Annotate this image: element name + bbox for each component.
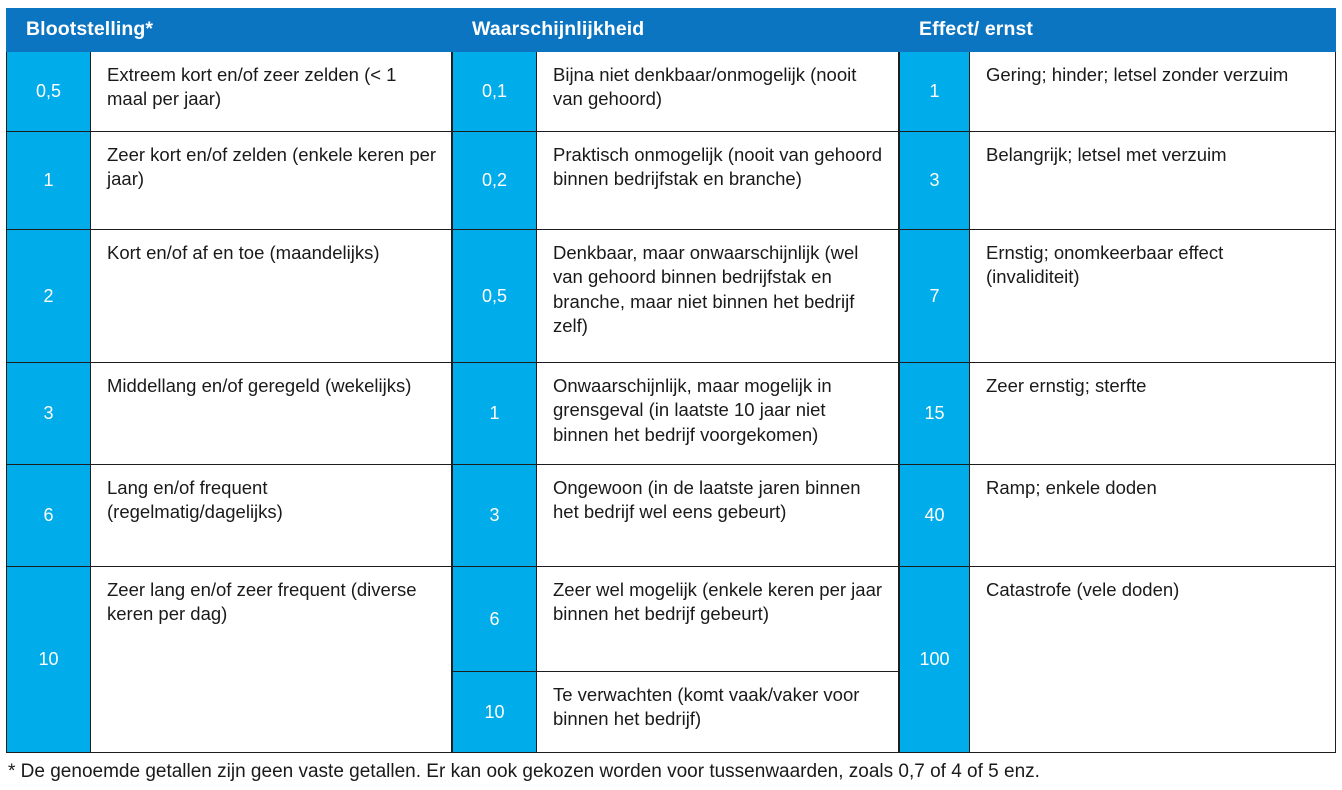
likelihood-value: 10 — [453, 672, 537, 752]
likelihood-value: 6 — [453, 567, 537, 671]
table-row[interactable] — [7, 131, 451, 229]
table-row[interactable] — [900, 229, 1335, 362]
likelihood-description: Denkbaar, maar onwaarschijnlijk (wel van gehoord binnen bedrijfstak en branche, maar niet binnen het bedrijf zelf) — [537, 230, 898, 362]
effect-description: Zeer ernstig; sterfte — [970, 363, 1335, 464]
likelihood-value: 3 — [453, 465, 537, 566]
risk-matrix-table — [6, 8, 1336, 753]
effect-description: Gering; hinder; letsel zonder verzuim — [970, 52, 1335, 131]
effect-description: Ramp; enkele doden — [970, 465, 1335, 566]
table-row[interactable] — [453, 671, 898, 752]
likelihood-description: Ongewoon (in de laatste jaren binnen het bedrijf wel eens gebeurt) — [537, 465, 898, 566]
table-row[interactable] — [900, 362, 1335, 464]
exposure-value: 3 — [7, 363, 91, 464]
likelihood-description: Praktisch onmogelijk (nooit van gehoord binnen bedrijfstak en branche) — [537, 132, 898, 229]
effect-value: 1 — [900, 52, 970, 131]
exposure-value: 10 — [7, 567, 91, 752]
table-row[interactable] — [900, 131, 1335, 229]
table-row[interactable] — [7, 52, 451, 131]
table-row[interactable] — [453, 131, 898, 229]
likelihood-value: 0,2 — [453, 132, 537, 229]
exposure-value: 1 — [7, 132, 91, 229]
effect-description: Catastrofe (vele doden) — [970, 567, 1335, 752]
column-exposure — [6, 8, 452, 753]
column-header-effect: Effect/ ernst — [899, 8, 1336, 52]
effect-description: Ernstig; onomkeerbaar effect (invaliditeit) — [970, 230, 1335, 362]
exposure-description: Middellang en/of geregeld (wekelijks) — [91, 363, 451, 464]
likelihood-value: 0,5 — [453, 230, 537, 362]
table-row[interactable] — [900, 52, 1335, 131]
exposure-description: Extreem kort en/of zeer zelden (< 1 maal per jaar) — [91, 52, 451, 131]
column-likelihood — [452, 8, 899, 753]
table-row[interactable] — [453, 464, 898, 566]
exposure-value: 6 — [7, 465, 91, 566]
column-header-likelihood: Waarschijnlijkheid — [452, 8, 899, 52]
exposure-description: Zeer kort en/of zelden (enkele keren per jaar) — [91, 132, 451, 229]
effect-rows — [899, 52, 1336, 753]
likelihood-description: Onwaarschijnlijk, maar mogelijk in grensgeval (in laatste 10 jaar niet binnen het bedrijf voorgekomen) — [537, 363, 898, 464]
exposure-value: 0,5 — [7, 52, 91, 131]
likelihood-value: 1 — [453, 363, 537, 464]
exposure-description: Lang en/of frequent (regelmatig/dagelijks) — [91, 465, 451, 566]
footnote-text: * De genoemde getallen zijn geen vaste getallen. Er kan ook gekozen worden voor tussenwaarden, zoals 0,7 of 4 of 5 enz. — [8, 761, 1040, 783]
likelihood-description: Te verwachten (komt vaak/vaker voor binnen het bedrijf) — [537, 672, 898, 752]
effect-value: 3 — [900, 132, 970, 229]
column-effect — [899, 8, 1336, 753]
table-row[interactable] — [7, 362, 451, 464]
table-row[interactable] — [7, 566, 451, 752]
table-row[interactable] — [7, 229, 451, 362]
table-row[interactable] — [453, 52, 898, 131]
exposure-rows — [6, 52, 452, 753]
table-row[interactable] — [453, 566, 898, 671]
table-row[interactable] — [7, 464, 451, 566]
table-row[interactable] — [453, 229, 898, 362]
likelihood-description: Bijna niet denkbaar/onmogelijk (nooit van gehoord) — [537, 52, 898, 131]
likelihood-value: 0,1 — [453, 52, 537, 131]
effect-value: 40 — [900, 465, 970, 566]
exposure-description: Kort en/of af en toe (maandelijks) — [91, 230, 451, 362]
effect-value: 7 — [900, 230, 970, 362]
effect-value: 15 — [900, 363, 970, 464]
exposure-value: 2 — [7, 230, 91, 362]
exposure-description: Zeer lang en/of zeer frequent (diverse keren per dag) — [91, 567, 451, 752]
table-row[interactable] — [453, 362, 898, 464]
table-row[interactable] — [900, 566, 1335, 752]
likelihood-description: Zeer wel mogelijk (enkele keren per jaar binnen het bedrijf gebeurt) — [537, 567, 898, 671]
table-row[interactable] — [900, 464, 1335, 566]
likelihood-rows — [452, 52, 899, 753]
column-header-exposure: Blootstelling* — [6, 8, 452, 52]
effect-value: 100 — [900, 567, 970, 752]
effect-description: Belangrijk; letsel met verzuim — [970, 132, 1335, 229]
